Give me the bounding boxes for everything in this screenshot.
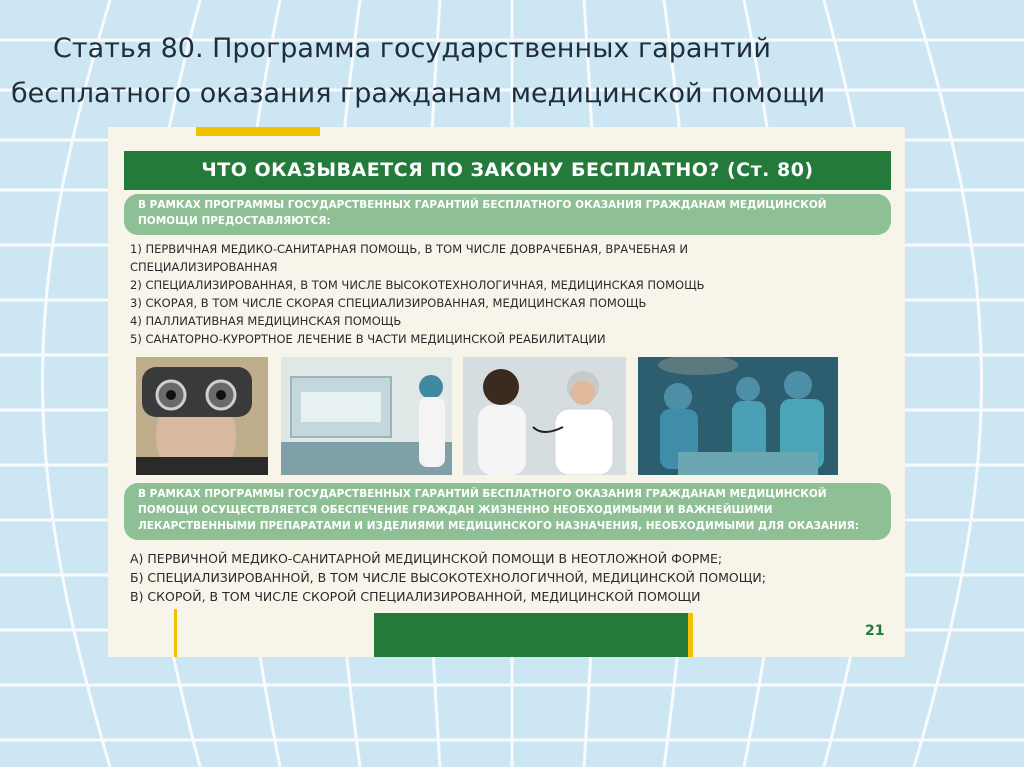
list-item: А) ПЕРВИЧНОЙ МЕДИКО-САНИТАРНОЙ МЕДИЦИНСКОЙ ПОМОЩИ В НЕОТЛОЖНОЙ ФОРМЕ;	[130, 551, 723, 566]
photo-doctor-consultation	[463, 357, 626, 475]
slide-header: ЧТО ОКАЗЫВАЕТСЯ ПО ЗАКОНУ БЕСПЛАТНО? (Ст. 80)	[124, 151, 891, 190]
services-list	[130, 240, 705, 348]
title-line-2: бесплатного оказания гражданам медицинской помощи	[11, 78, 826, 109]
accent-bar-right	[688, 613, 693, 657]
intro-pill-1: В РАМКАХ ПРОГРАММЫ ГОСУДАРСТВЕННЫХ ГАРАНТИЙ БЕСПЛАТНОГО ОКАЗАНИЯ ГРАЖДАНАМ МЕДИЦИНСКОЙ ПОМОЩИ ПРЕДОСТАВЛЯЮТСЯ:	[124, 194, 891, 235]
photo-eye-exam	[136, 357, 268, 475]
list-item: 2) СПЕЦИАЛИЗИРОВАННАЯ, В ТОМ ЧИСЛЕ ВЫСОКОТЕХНОЛОГИЧНАЯ, МЕДИЦИНСКАЯ ПОМОЩЬ	[130, 278, 705, 292]
list-item: Б) СПЕЦИАЛИЗИРОВАННОЙ, В ТОМ ЧИСЛЕ ВЫСОКОТЕХНОЛОГИЧНОЙ, МЕДИЦИНСКОЙ ПОМОЩИ;	[130, 570, 766, 585]
list-item: В) СКОРОЙ, В ТОМ ЧИСЛЕ СКОРОЙ СПЕЦИАЛИЗИРОВАННОЙ, МЕДИЦИНСКОЙ ПОМОЩИ	[130, 589, 701, 604]
list-item: 5) САНАТОРНО-КУРОРТНОЕ ЛЕЧЕНИЕ В ЧАСТИ МЕДИЦИНСКОЙ РЕАБИЛИТАЦИИ	[130, 332, 606, 346]
photo-surgery	[638, 357, 838, 475]
accent-bar-left	[174, 609, 177, 657]
list-item: 1) ПЕРВИЧНАЯ МЕДИКО-САНИТАРНАЯ ПОМОЩЬ, В ТОМ ЧИСЛЕ ДОВРАЧЕБНАЯ, ВРАЧЕБНАЯ И	[130, 242, 688, 256]
intro-pill-2: В РАМКАХ ПРОГРАММЫ ГОСУДАРСТВЕННЫХ ГАРАНТИЙ БЕСПЛАТНОГО ОКАЗАНИЯ ГРАЖДАНАМ МЕДИЦИНСКОЙ ПОМОЩИ ОСУЩЕСТВЛЯЕТСЯ ОБЕСПЕЧЕНИЕ ГРАЖДАН ЖИЗНЕННО НЕОБХОДИМЫМИ И ВАЖНЕЙШИМИ ЛЕКАРСТВЕННЫМИ ПРЕПАРАТАМИ И ИЗДЕЛИЯМИ МЕДИЦИНСКОГО НАЗНАЧЕНИЯ, НЕОБХОДИМЫМИ ДЛЯ ОКАЗАНИЯ:	[124, 483, 891, 540]
page-number: 21	[865, 623, 885, 639]
list-item: 4) ПАЛЛИАТИВНАЯ МЕДИЦИНСКАЯ ПОМОЩЬ	[130, 314, 402, 328]
medicines-list	[130, 549, 766, 606]
slide-panel	[108, 127, 905, 657]
photo-nursery	[281, 357, 452, 475]
list-item: 3) СКОРАЯ, В ТОМ ЧИСЛЕ СКОРАЯ СПЕЦИАЛИЗИРОВАННАЯ, МЕДИЦИНСКАЯ ПОМОЩЬ	[130, 296, 647, 310]
footer-green-bar	[374, 613, 688, 657]
list-item: СПЕЦИАЛИЗИРОВАННАЯ	[130, 260, 278, 274]
title-line-1: Статья 80. Программа государственных гарантий	[53, 33, 771, 64]
accent-bar-top	[196, 127, 320, 136]
